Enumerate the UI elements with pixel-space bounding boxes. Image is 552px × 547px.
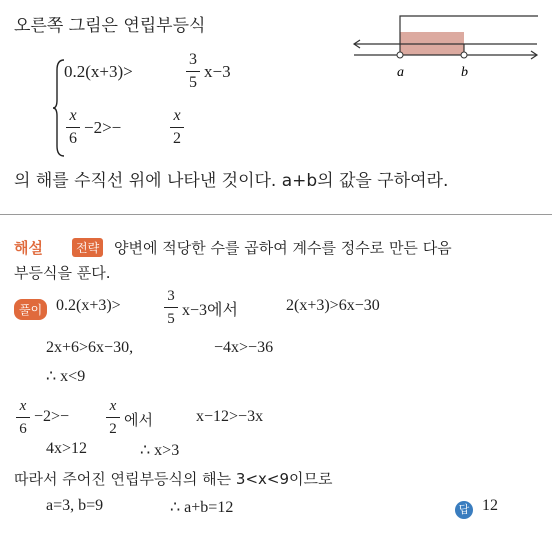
fraction-bar <box>66 127 80 128</box>
ineq2-mid: −2>− <box>84 118 122 137</box>
sol-l2-b: −4x>−36 <box>214 339 274 356</box>
number-line-figure <box>352 12 540 90</box>
sol-l4-num-b: x <box>109 398 117 414</box>
ineq2-den-a: 6 <box>69 130 77 147</box>
point-b-open <box>461 52 467 58</box>
sol-l4-tail: 에서 <box>124 411 153 429</box>
sol-l4-mid: −2>− <box>34 408 70 425</box>
sol-l1-a: 0.2(x+3)> <box>56 297 121 314</box>
point-a-open <box>397 52 403 58</box>
sol-l4-fraction-b <box>106 396 120 439</box>
strategy-text-2: 부등식을 푼다. <box>14 264 111 282</box>
sol-l3: ∴ x<9 <box>46 368 86 385</box>
strategy-text-1: 양변에 적당한 수를 곱하여 계수를 정수로 만든 다음 <box>114 239 452 257</box>
ineq2-fraction-b <box>170 106 184 149</box>
section-divider <box>0 214 552 215</box>
fraction-bar <box>16 417 30 418</box>
ineq2-den-b: 2 <box>173 130 181 147</box>
sol-l5-a: 4x>12 <box>46 440 88 457</box>
solution-title: 해설 <box>14 239 43 257</box>
sol-l4-den-a: 6 <box>19 421 27 437</box>
answer-value: 12 <box>482 497 498 514</box>
label-a: a <box>397 65 404 80</box>
sol-l1-den: 5 <box>167 311 175 327</box>
problem-intro: 오른쪽 그림은 연립부등식 <box>14 16 206 36</box>
fraction-bar <box>186 71 200 72</box>
ineq2-num-a: x <box>69 107 77 124</box>
ineq1-num: 3 <box>189 51 197 68</box>
sol-l7-b: ∴ a+b=12 <box>170 499 234 516</box>
ineq2-num-b: x <box>173 107 181 124</box>
sol-l4-fraction-a <box>16 396 30 439</box>
fraction-bar <box>106 417 120 418</box>
sol-l1-c: 2(x+3)>6x−30 <box>286 297 380 314</box>
ineq1-fraction <box>186 50 200 93</box>
answer-icon: 답 <box>455 498 473 519</box>
ineq1-left: 0.2(x+3)> <box>64 62 133 81</box>
sol-l7-a: a=3, b=9 <box>46 497 104 514</box>
sol-l1-b: x−3에서 <box>182 302 238 319</box>
sol-l2-a: 2x+6>6x−30, <box>46 339 134 356</box>
fraction-bar <box>170 127 184 128</box>
ineq2-fraction-a <box>66 106 80 149</box>
fraction-bar <box>164 307 178 308</box>
sol-l1-num: 3 <box>167 288 175 304</box>
label-b: b <box>461 65 468 80</box>
ineq1-den: 5 <box>189 74 197 91</box>
problem-outro: 의 해를 수직선 위에 나타낸 것이다. a+b의 값을 구하여라. <box>14 171 449 191</box>
sol-l4-c: x−12>−3x <box>196 408 264 425</box>
strategy-badge: 전략 <box>72 237 103 257</box>
sol-l1-fraction <box>164 286 178 329</box>
sol-l4-den-b: 2 <box>109 421 117 437</box>
sol-l5-b: ∴ x>3 <box>140 442 180 459</box>
sol-l4-num-a: x <box>19 398 27 414</box>
ineq1-right: x−3 <box>204 62 231 81</box>
step-badge: 풀이 <box>14 299 47 320</box>
sol-l6: 따라서 주어진 연립부등식의 해는 3<x<9이므로 <box>14 470 333 488</box>
